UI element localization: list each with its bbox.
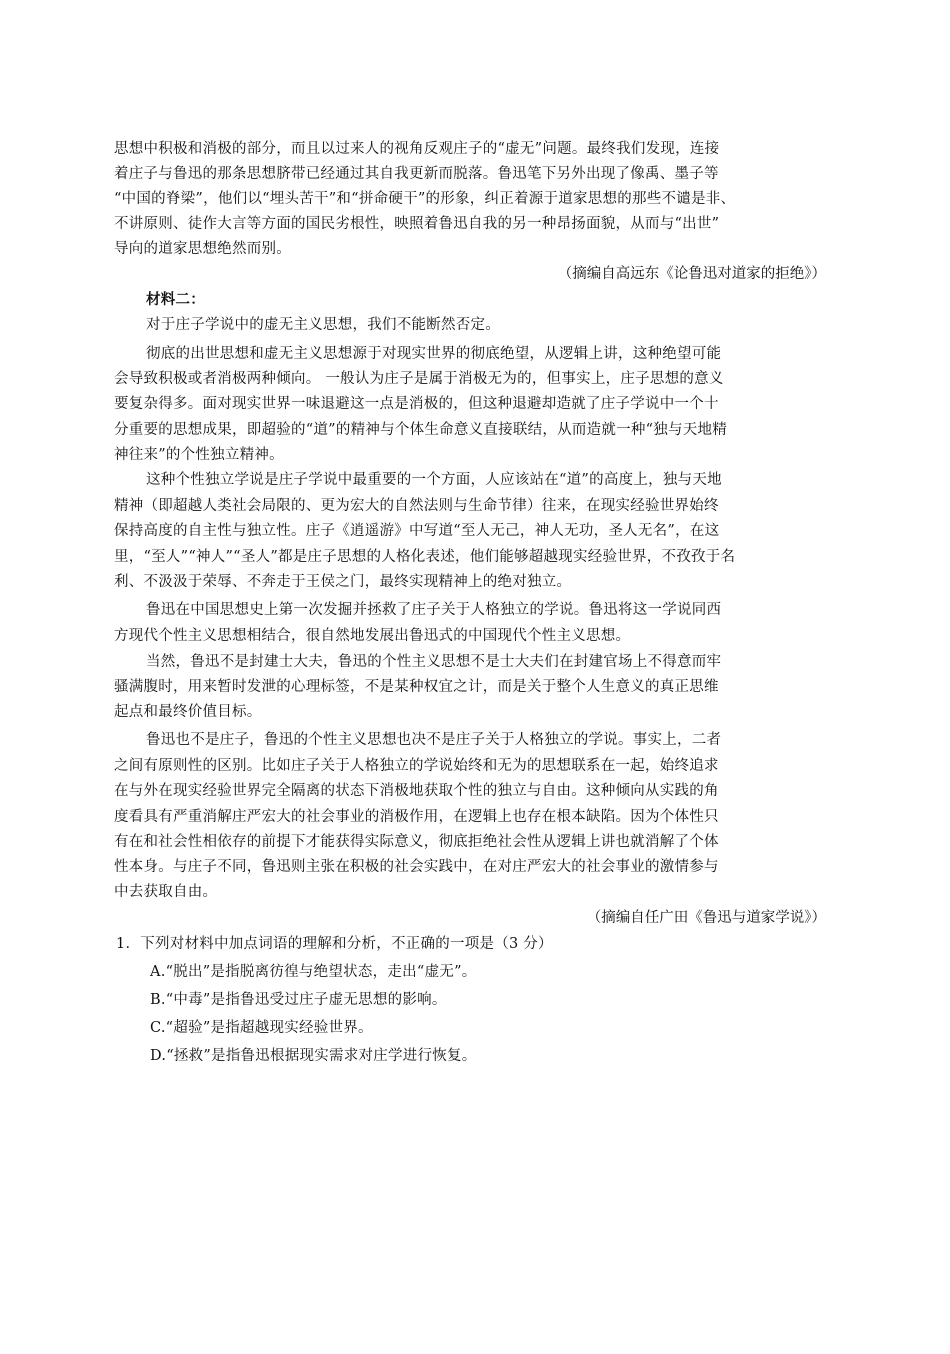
material2-line: 鲁迅在中国思想史上第一次发掘并拯救了庄子关于人格独立的学说。鲁迅将这一学说同西 — [146, 602, 722, 618]
material2-line: 度看具有严重消解庄严宏大的社会事业的消极作用，在逻辑上也存在根本缺陷。因为个体性只 — [114, 809, 719, 825]
material1-line: 着庄子与鲁迅的那条思想脐带已经通过其自我更新而脱落。鲁迅笔下另外出现了像禹、墨子等 — [114, 166, 719, 182]
material2-heading: 材料二： — [146, 291, 205, 308]
material2-line: 当然，鲁迅不是封建士大夫，鲁迅的个性主义思想不是士大夫们在封建官场上不得意而牢 — [146, 654, 722, 670]
material1-line: 导向的道家思想绝然而别。 — [114, 241, 291, 257]
material2-line: 保持高度的自主性与独立性。庄子《逍遥游》中写道“至人无己，神人无功，圣人无名”，在这 — [114, 523, 720, 539]
material2-line: 分重要的思想成果，即超验的“道”的精神与个体生命意义直接联结，从而造就一种“独与天地精 — [114, 422, 727, 438]
material1-line: 思想中积极和消极的部分，而且以过来人的视角反观庄子的“虚无”问题。最终我们发现，连接 — [114, 141, 720, 157]
material1-source: （摘编自高远东《论鲁迅对道家的拒绝》） — [557, 266, 826, 282]
option-b: B.“中毒”是指鲁迅受过庄子虚无思想的影响。 — [150, 992, 447, 1008]
option-d: D.“拯救”是指鲁迅根据现实需求对庄学进行恢复。 — [150, 1048, 477, 1064]
material2-line: 里，“至人”“神人”“圣人”都是庄子思想的人格化表述，他们能够超越现实经验世界，不孜孜于名 — [114, 549, 736, 565]
material2-line: 彻底的出世思想和虚无主义思想源于对现实世界的彻底绝望，从逻辑上讲，这种绝望可能 — [146, 346, 722, 362]
material2-line: 方现代个性主义思想相结合，很自然地发展出鲁迅式的中国现代个性主义思想。 — [114, 628, 631, 644]
option-c: C.“超验”是指超越现实经验世界。 — [150, 1020, 373, 1036]
material2-line: 之间有原则性的区别。比如庄子关于人格独立的学说始终和无为的思想联系在一起，始终追求 — [114, 758, 719, 774]
material2-line: 有在和社会性相依存的前提下才能获得实际意义，彻底拒绝社会性从逻辑上讲也就消解了个体 — [114, 834, 719, 850]
material2-line: 利、不汲汲于荣辱、不奔走于王侯之门，最终实现精神上的绝对独立。 — [114, 574, 572, 590]
material1-line: “中国的脊梁”，他们以“埋头苦干”和“拼命硬干”的形象，纠正着源于道家思想的那些不谴是非、 — [114, 191, 736, 207]
question-stem: 1．下列对材料中加点词语的理解和分析，不正确的一项是（3 分） — [116, 936, 553, 952]
material1-line: 不讲原则、徒作大言等方面的国民劣根性，映照着鲁迅自我的另一种昂扬面貌，从而与“出世” — [114, 216, 720, 232]
material2-line: 性本身。与庄子不同，鲁迅则主张在积极的社会实践中，在对庄严宏大的社会事业的激情参与 — [114, 859, 719, 875]
material2-line: 精神（即超越人类社会局限的、更为宏大的自然法则与生命节律）往来，在现实经验世界始终 — [114, 498, 719, 514]
material2-source: （摘编自任广田《鲁迅与道家学说》） — [586, 910, 826, 926]
material2-line: 骚满腹时，用来暂时发泄的心理标签，不是某种权宜之计，而是关于整个人生意义的真正思维 — [114, 679, 719, 695]
material2-line: 起点和最终价值目标。 — [114, 704, 262, 720]
material2-line: 这种个性独立学说是庄子学说中最重要的一个方面，人应该站在“道”的高度上，独与天地 — [146, 472, 722, 488]
material2-line: 神往来”的个性独立精神。 — [114, 447, 284, 463]
material2-line: 鲁迅也不是庄子，鲁迅的个性主义思想也决不是庄子关于人格独立的学说。事实上，二者 — [146, 732, 722, 748]
material2-line: 在与外在现实经验世界完全隔离的状态下消极地获取个性的独立与自由。这种倾向从实践的角 — [114, 783, 719, 799]
material2-line: 中去获取自由。 — [114, 884, 218, 900]
material2-line: 会导致积极或者消极两种倾向。 一般认为庄子是属于消极无为的，但事实上，庄子思想的意义 — [114, 371, 724, 387]
material2-line: 对于庄子学说中的虚无主义思想，我们不能断然否定。 — [146, 317, 500, 333]
material2-line: 要复杂得多。面对现实世界一味退避这一点是消极的，但这种退避却造就了庄子学说中一个十 — [114, 396, 719, 412]
option-a: A.“脱出”是指脱离彷徨与绝望状态，走出“虚无”。 — [150, 964, 477, 980]
